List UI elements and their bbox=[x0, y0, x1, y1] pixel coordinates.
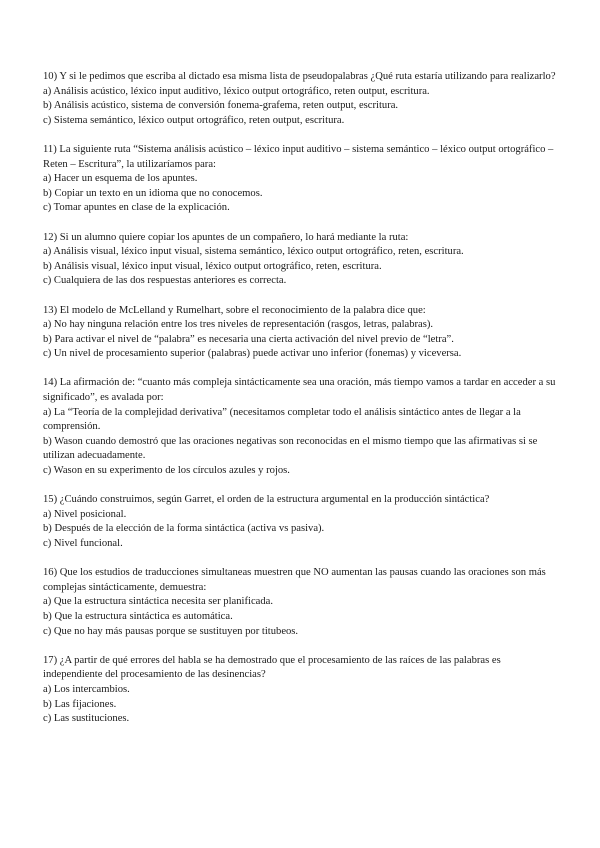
question-text: 15) ¿Cuándo construimos, según Garret, el orden de la estructura argumental en la producción sintáctica? bbox=[43, 494, 490, 506]
question-13 bbox=[43, 304, 558, 362]
question-12 bbox=[43, 231, 558, 289]
question-text: 17) ¿A partir de qué errores del habla se ha demostrado que el procesamiento de las raíces de las palabras es independiente del procesamiento de las desinencias? bbox=[43, 654, 501, 681]
option-a: a) Nivel posicional. bbox=[43, 508, 127, 520]
option-a: a) Análisis visual, léxico input visual, sistema semántico, léxico output ortográfico, reten, escritura. bbox=[43, 246, 464, 258]
question-text: 14) La afirmación de: “cuanto más compleja sintácticamente sea una oración, más tiempo vamos a tardar en acceder a su significado”, es avalada por: bbox=[43, 377, 556, 404]
option-b: b) Wason cuando demostró que las oraciones negativas son reconocidas en el mismo tiempo que las afirmativas si se utilizan adecuadamente. bbox=[43, 435, 538, 462]
question-text: 13) El modelo de McLelland y Rumelhart, sobre el reconocimiento de la palabra dice que: bbox=[43, 304, 426, 316]
option-b: b) Análisis acústico, sistema de conversión fonema-grafema, reten output, escritura. bbox=[43, 100, 399, 112]
option-c: c) Tomar apuntes en clase de la explicación. bbox=[43, 202, 230, 214]
option-a: a) Análisis acústico, léxico input auditivo, léxico output ortográfico, reten output, escritura. bbox=[43, 85, 430, 97]
option-b: b) Para activar el nivel de “palabra” es necesaria una cierta activación del nivel previo de “letra”. bbox=[43, 333, 454, 345]
question-list bbox=[43, 70, 558, 741]
option-c: c) Que no hay más pausas porque se sustituyen por titubeos. bbox=[43, 625, 299, 637]
option-c: c) Nivel funcional. bbox=[43, 538, 123, 549]
option-c: c) Un nivel de procesamiento superior (palabras) puede activar uno inferior (fonemas) y viceversa. bbox=[43, 348, 462, 360]
option-a: a) La “Teoría de la complejidad derivativa” (necesitamos completar todo el análisis sintáctico antes de llegar a la comprensión. bbox=[43, 406, 521, 433]
option-b: b) Análisis visual, léxico input visual, léxico output ortográfico, reten, escritura. bbox=[43, 260, 382, 272]
option-c: c) Wason en su experimento de los círculos azules y rojos. bbox=[43, 465, 290, 477]
option-a: a) Los intercambios. bbox=[43, 683, 130, 695]
option-a: a) No hay ninguna relación entre los tres niveles de representación (rasgos, letras, palabras). bbox=[43, 319, 434, 331]
option-b: b) Después de la elección de la forma sintáctica (activa vs pasiva). bbox=[43, 523, 325, 535]
option-a: a) Que la estructura sintáctica necesita ser planificada. bbox=[43, 596, 274, 608]
question-16 bbox=[43, 566, 558, 639]
question-15 bbox=[43, 493, 558, 551]
question-10 bbox=[43, 70, 558, 128]
question-11 bbox=[43, 143, 558, 216]
option-c: c) Cualquiera de las dos respuestas anteriores es correcta. bbox=[43, 275, 287, 287]
option-c: c) Las sustituciones. bbox=[43, 713, 130, 725]
option-a: a) Hacer un esquema de los apuntes. bbox=[43, 173, 198, 185]
option-b: b) Que la estructura sintáctica es automática. bbox=[43, 610, 233, 622]
question-14 bbox=[43, 376, 558, 478]
question-text: 16) Que los estudios de traducciones simultaneas muestren que NO aumentan las pausas cuando las oraciones son más complejas sintácticamente, demuestra: bbox=[43, 567, 546, 593]
question-17 bbox=[43, 654, 558, 727]
option-b: b) Copiar un texto en un idioma que no conocemos. bbox=[43, 187, 263, 199]
question-text: 10) Y si le pedimos que escriba al dictado esa misma lista de pseudopalabras ¿Qué ruta estaría utilizando para realizarlo? bbox=[43, 71, 556, 82]
option-b: b) Las fijaciones. bbox=[43, 698, 117, 710]
question-text: 11) La siguiente ruta “Sistema análisis acústico – léxico input auditivo – sistema semántico – léxico output ortográfico – Reten – Escritura”, la utilizaríamos para: bbox=[43, 143, 554, 170]
question-text: 12) Si un alumno quiere copiar los apuntes de un compañero, lo hará mediante la ruta: bbox=[43, 231, 409, 243]
option-c: c) Sistema semántico, léxico output ortográfico, reten output, escritura. bbox=[43, 114, 345, 126]
